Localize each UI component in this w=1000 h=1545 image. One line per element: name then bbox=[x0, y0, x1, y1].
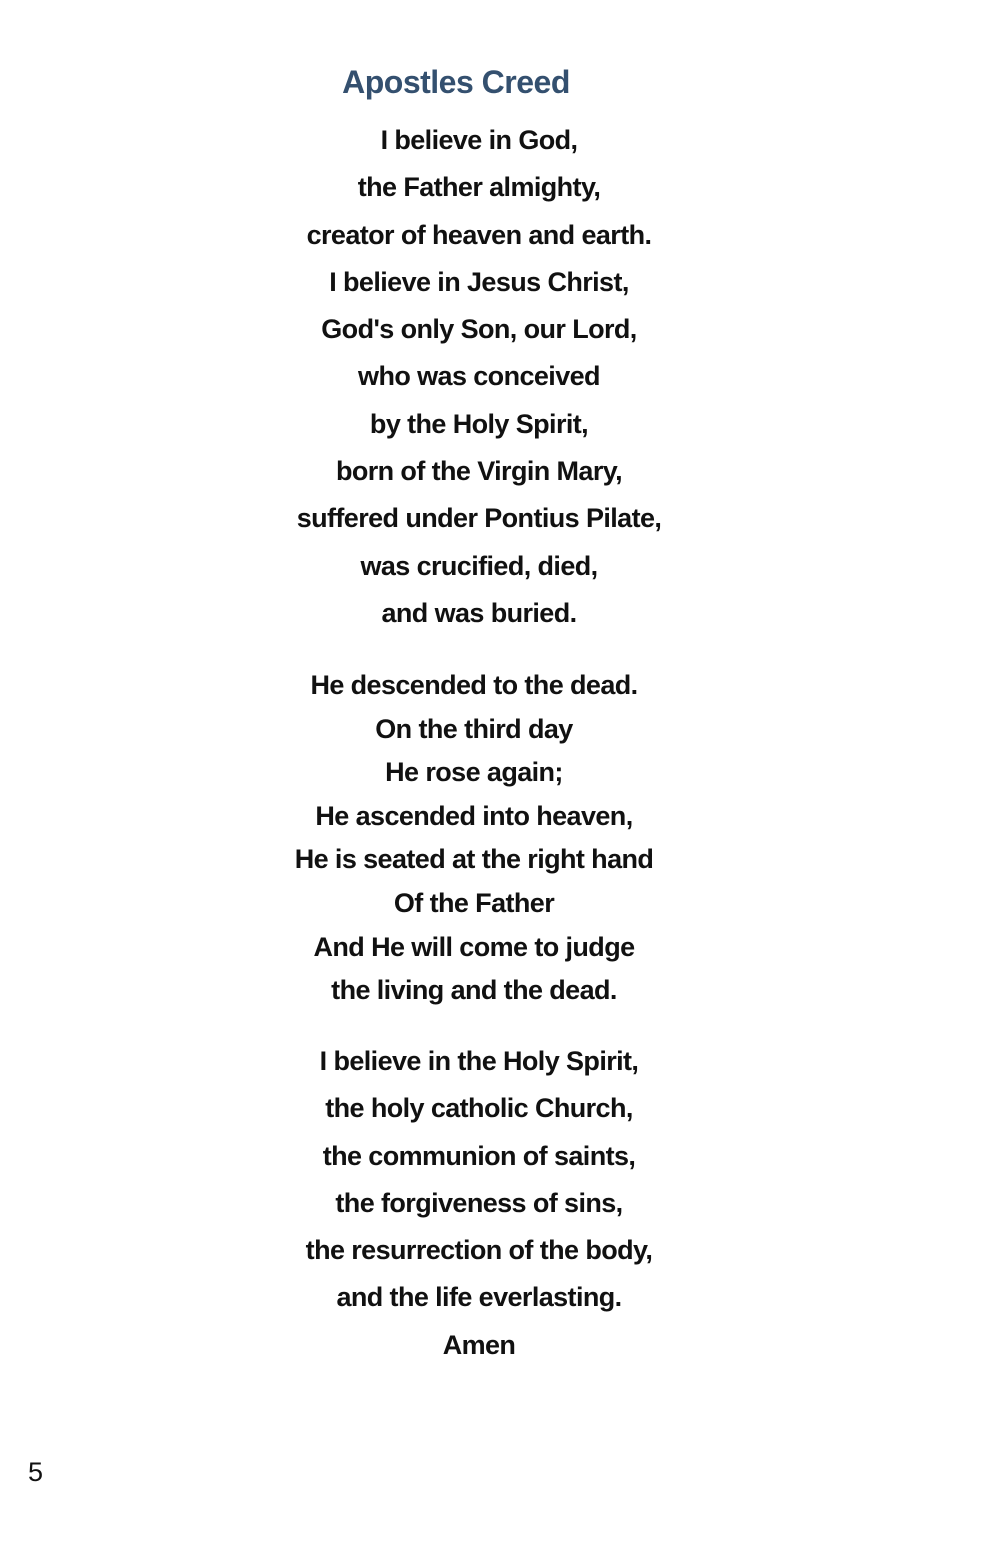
creed-line: And He will come to judge bbox=[313, 931, 635, 962]
creed-line: the living and the dead. bbox=[331, 975, 617, 1006]
creed-line: He ascended into heaven, bbox=[315, 800, 633, 831]
creed-line: God's only Son, our Lord, bbox=[321, 314, 637, 345]
creed-line: I believe in the Holy Spirit, bbox=[319, 1046, 639, 1076]
creed-line: I believe in Jesus Christ, bbox=[329, 266, 629, 297]
creed-line: On the third day bbox=[375, 713, 573, 744]
creed-line: the forgiveness of sins, bbox=[335, 1187, 623, 1218]
creed-line: the holy catholic Church, bbox=[325, 1093, 633, 1124]
creed-line: who was conceived bbox=[358, 361, 600, 392]
creed-line: suffered under Pontius Pilate, bbox=[296, 503, 662, 534]
page-number: 5 bbox=[28, 1457, 44, 1487]
creed-stanza-1 bbox=[0, 117, 958, 637]
page-title: Apostles Creed bbox=[342, 64, 570, 100]
creed-line: the Father almighty, bbox=[357, 172, 601, 203]
creed-line-amen: Amen bbox=[442, 1329, 516, 1360]
creed-line: I believe in God, bbox=[380, 125, 578, 155]
creed-line: was crucified, died, bbox=[360, 550, 598, 581]
creed-line: and was buried. bbox=[381, 597, 577, 628]
creed-line: He is seated at the right hand bbox=[294, 844, 654, 875]
creed-line: creator of heaven and earth. bbox=[306, 219, 652, 250]
creed-line: Of the Father bbox=[393, 887, 555, 918]
creed-line: the resurrection of the body, bbox=[305, 1235, 653, 1266]
creed-stanza-3 bbox=[0, 1038, 958, 1369]
creed-line: He descended to the dead. bbox=[310, 670, 638, 700]
creed-line: born of the Virgin Mary, bbox=[335, 456, 623, 487]
creed-line: the communion of saints, bbox=[322, 1140, 636, 1171]
creed-stanza-2 bbox=[0, 664, 948, 1013]
creed-line: and the life everlasting. bbox=[336, 1282, 622, 1313]
creed-line: by the Holy Spirit, bbox=[369, 408, 589, 439]
creed-line: He rose again; bbox=[385, 757, 563, 788]
